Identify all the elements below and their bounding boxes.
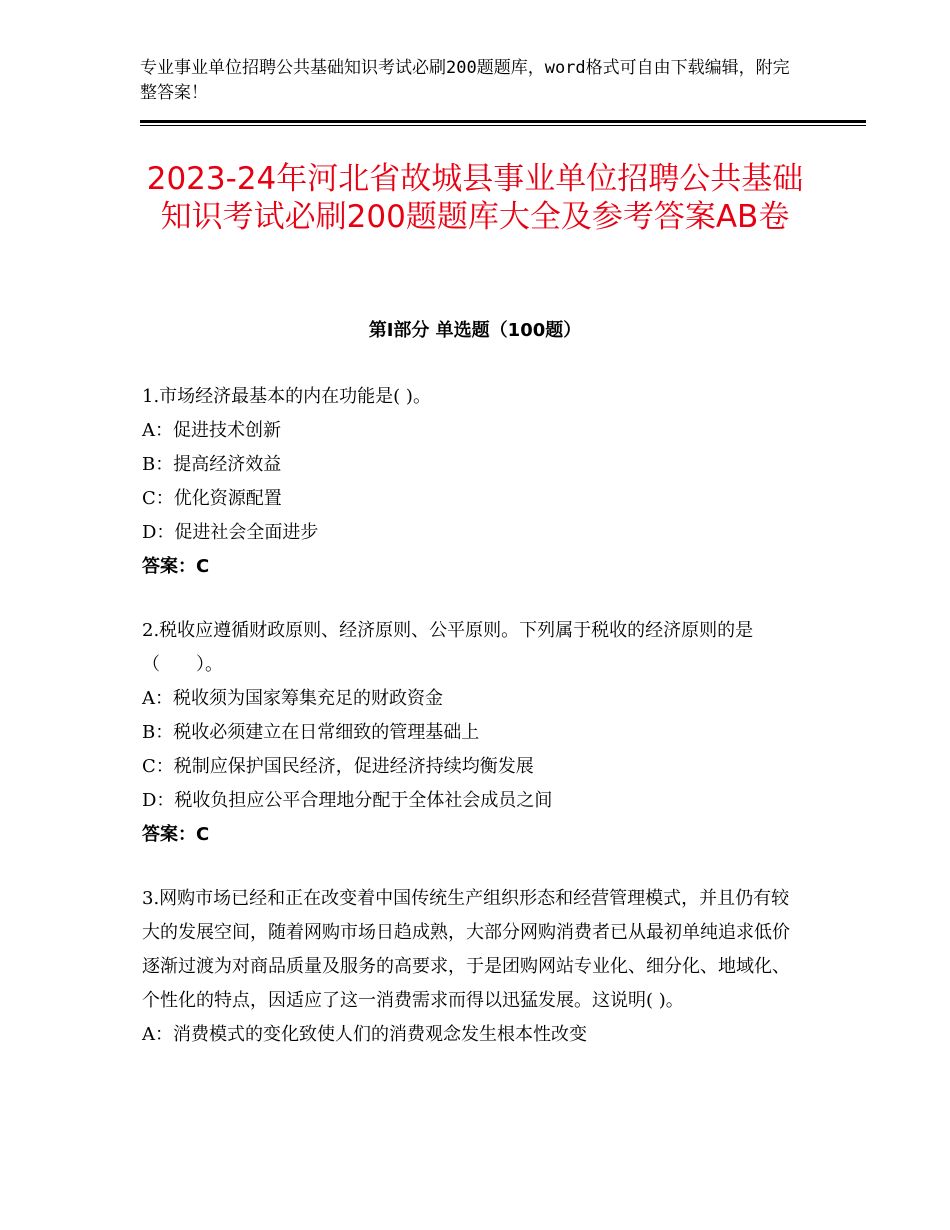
header-divider-thick — [140, 120, 866, 123]
section-heading: 第Ⅰ部分 单选题（100题） — [368, 320, 582, 341]
option-d: D：税收负担应公平合理地分配于全体社会成员之间 — [142, 790, 553, 811]
question-1 — [142, 380, 797, 584]
option-c: C：税制应保护国民经济，促进经济持续均衡发展 — [142, 756, 534, 777]
header-note: 专业事业单位招聘公共基础知识考试必刷200题题库，word格式可自由下载编辑，附完整答案！ — [140, 58, 790, 103]
question-list — [142, 380, 797, 1082]
header-divider-thin — [140, 125, 866, 126]
answer: 答案：C — [142, 824, 210, 845]
option-b: B：提高经济效益 — [142, 454, 282, 475]
option-d: D：促进社会全面进步 — [142, 522, 319, 543]
option-a: A：税收须为国家筹集充足的财政资金 — [142, 688, 443, 709]
option-a: A：促进技术创新 — [142, 420, 281, 441]
question-3 — [142, 882, 797, 1052]
option-a: A：消费模式的变化致使人们的消费观念发生根本性改变 — [142, 1024, 587, 1045]
option-c: C：优化资源配置 — [142, 488, 282, 509]
option-b: B：税收必须建立在日常细致的管理基础上 — [142, 722, 480, 743]
answer: 答案：C — [142, 556, 210, 577]
question-stem: 3.网购市场已经和正在改变着中国传统生产组织形态和经营管理模式，并且仍有较大的发展空间，随着网购市场日趋成熟，大部分网购消费者已从最初单纯追求低价逐渐过渡为对商品质量及服务的高要求，于是团购网站专业化、细分化、地域化、个性化的特点，因适应了这一消费需求而得以迅猛发展。这说明( )。 — [142, 888, 790, 1011]
question-stem: 1.市场经济最基本的内在功能是( )。 — [142, 386, 431, 407]
document-title: 2023-24年河北省故城县事业单位招聘公共基础知识考试必刷200题题库大全及参考答案AB卷 — [146, 161, 804, 235]
question-2 — [142, 614, 797, 852]
question-stem: 2.税收应遵循财政原则、经济原则、公平原则。下列属于税收的经济原则的是（ ）。 — [142, 620, 754, 675]
